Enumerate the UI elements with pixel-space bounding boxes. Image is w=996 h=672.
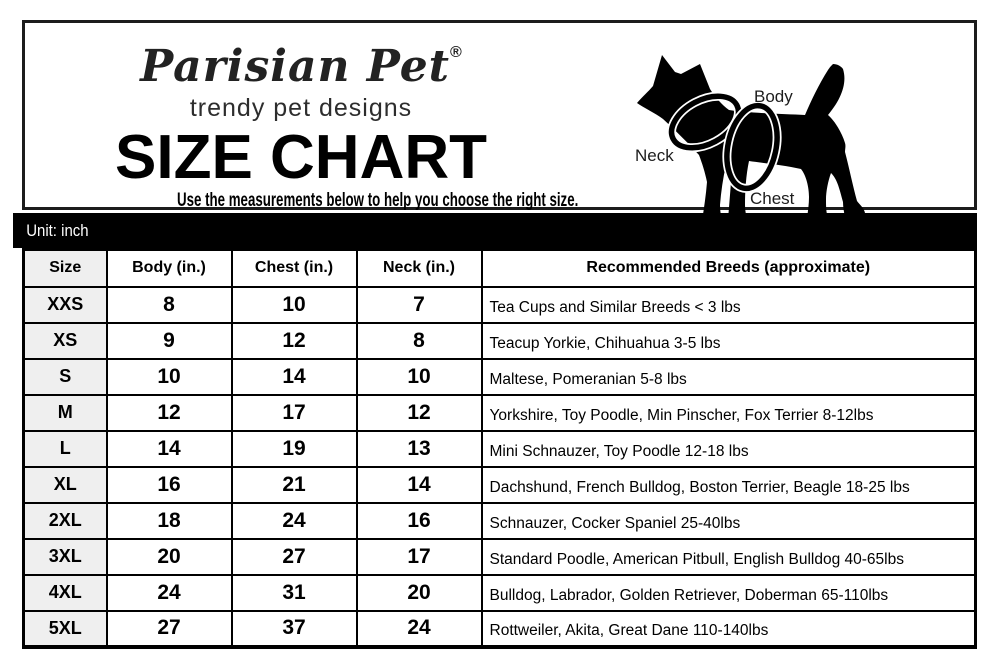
brand-block (91, 25, 579, 212)
body-cell: 12 (107, 395, 232, 431)
breeds-cell: Teacup Yorkie, Chihuahua 3-5 lbs (482, 323, 976, 359)
body-cell: 16 (107, 467, 232, 503)
size-cell: S (24, 359, 107, 395)
chest-cell: 19 (232, 431, 357, 467)
body-cell: 10 (107, 359, 232, 395)
table-row (24, 323, 976, 359)
registered-trademark-symbol: ® (450, 44, 462, 61)
table-row (24, 467, 976, 503)
breeds-cell: Maltese, Pomeranian 5-8 lbs (482, 359, 976, 395)
size-cell: XL (24, 467, 107, 503)
table-row (24, 503, 976, 539)
neck-cell: 12 (357, 395, 482, 431)
neck-cell: 13 (357, 431, 482, 467)
breeds-cell: Yorkshire, Toy Poodle, Min Pinscher, Fox Terrier 8-12lbs (482, 395, 976, 431)
neck-cell: 17 (357, 539, 482, 575)
table-row (24, 395, 976, 431)
body-cell: 20 (107, 539, 232, 575)
neck-cell: 20 (357, 575, 482, 611)
table-row (24, 287, 976, 323)
chest-cell: 14 (232, 359, 357, 395)
body-measure-label: Body (754, 87, 793, 106)
chest-measure-label: Chest (750, 189, 795, 208)
size-cell: XS (24, 323, 107, 359)
breeds-cell: Tea Cups and Similar Breeds < 3 lbs (482, 287, 976, 323)
body-cell: 24 (107, 575, 232, 611)
table-row (24, 431, 976, 467)
chest-cell: 17 (232, 395, 357, 431)
unit-bar (13, 213, 977, 248)
header-box (22, 20, 977, 210)
body-cell: 9 (107, 323, 232, 359)
size-cell: L (24, 431, 107, 467)
page-subtitle: Use the measurements below to help you choose the right size. (176, 190, 579, 211)
breeds-cell: Schnauzer, Cocker Spaniel 25-40lbs (482, 503, 976, 539)
breeds-cell: Mini Schnauzer, Toy Poodle 12-18 lbs (482, 431, 976, 467)
body-cell: 27 (107, 611, 232, 647)
neck-cell: 10 (357, 359, 482, 395)
header-breeds: Recommended Breeds (approximate) (482, 250, 976, 287)
brand-tagline: trendy pet designs (189, 94, 413, 122)
header-chest: Chest (in.) (232, 250, 357, 287)
header-neck: Neck (in.) (357, 250, 482, 287)
neck-cell: 14 (357, 467, 482, 503)
table-row (24, 539, 976, 575)
chest-cell: 37 (232, 611, 357, 647)
dog-measurement-diagram (623, 47, 881, 229)
chest-cell: 27 (232, 539, 357, 575)
chest-cell: 10 (232, 287, 357, 323)
unit-label: Unit: inch (26, 221, 89, 240)
size-cell: XXS (24, 287, 107, 323)
size-cell: M (24, 395, 107, 431)
table-header-row (24, 250, 976, 287)
table-row (24, 611, 976, 647)
chest-cell: 21 (232, 467, 357, 503)
size-cell: 3XL (24, 539, 107, 575)
chest-cell: 31 (232, 575, 357, 611)
neck-cell: 7 (357, 287, 482, 323)
breeds-cell: Standard Poodle, American Pitbull, English Bulldog 40-65lbs (482, 539, 976, 575)
header-body: Body (in.) (107, 250, 232, 287)
table-row (24, 359, 976, 395)
body-cell: 18 (107, 503, 232, 539)
neck-cell: 16 (357, 503, 482, 539)
brand-logo (91, 25, 511, 95)
chest-cell: 12 (232, 323, 357, 359)
breeds-cell: Dachshund, French Bulldog, Boston Terrier, Beagle 18-25 lbs (482, 467, 976, 503)
page-title: SIZE CHART (115, 123, 487, 192)
body-cell: 8 (107, 287, 232, 323)
brand-logo-text: Parisian Pet (140, 41, 451, 92)
breeds-cell: Bulldog, Labrador, Golden Retriever, Doberman 65-110lbs (482, 575, 976, 611)
neck-cell: 24 (357, 611, 482, 647)
body-cell: 14 (107, 431, 232, 467)
breeds-cell: Rottweiler, Akita, Great Dane 110-140lbs (482, 611, 976, 647)
neck-measure-label: Neck (635, 146, 674, 165)
neck-cell: 8 (357, 323, 482, 359)
size-cell: 2XL (24, 503, 107, 539)
table-row (24, 575, 976, 611)
header-size: Size (24, 250, 107, 287)
size-cell: 4XL (24, 575, 107, 611)
size-cell: 5XL (24, 611, 107, 647)
chest-cell: 24 (232, 503, 357, 539)
size-table (22, 248, 977, 649)
